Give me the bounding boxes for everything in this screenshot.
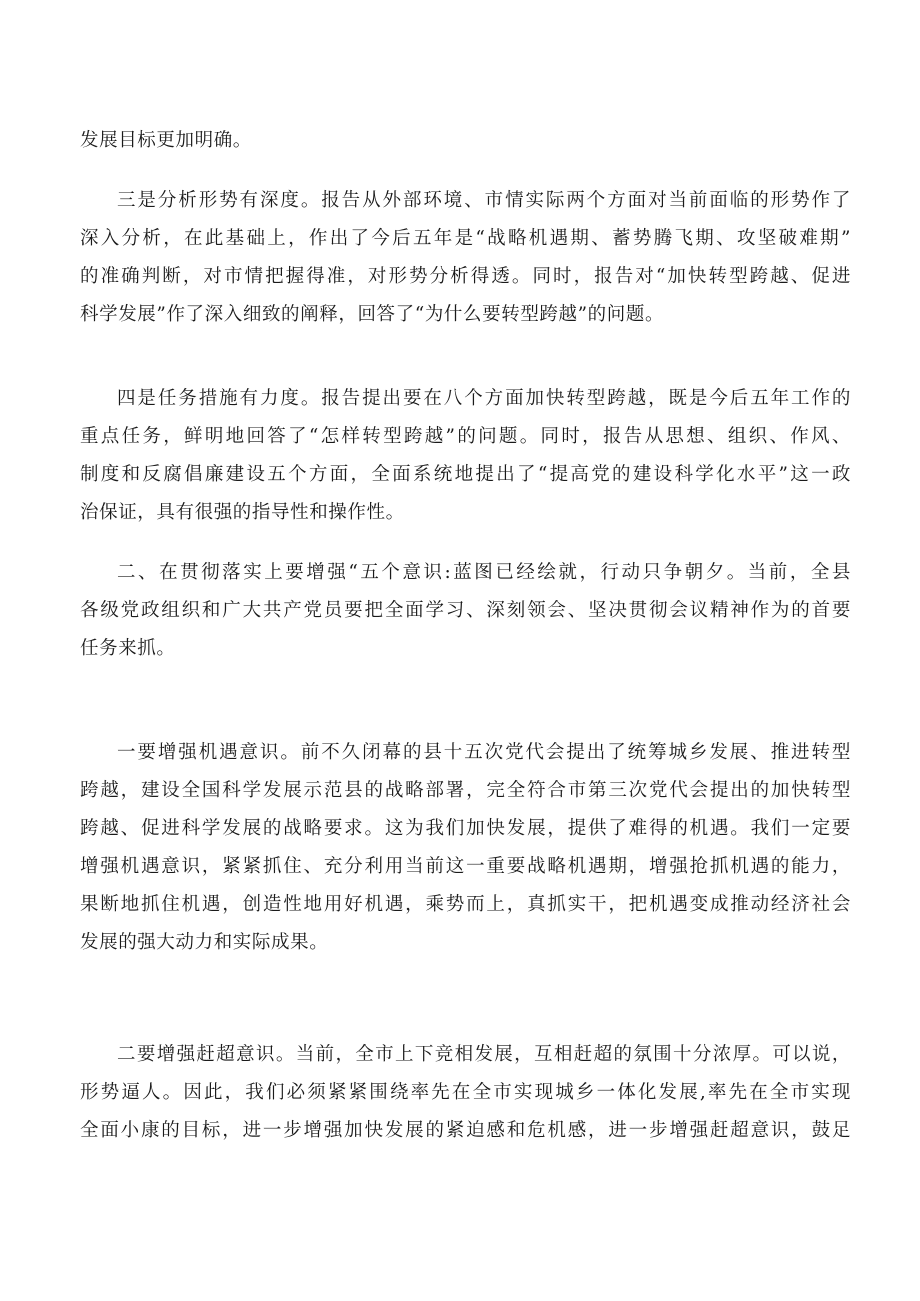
text-line: 跨越，建设全国科学发展示范县的战略部署，完全符合市第三次党代会提出的加快转型	[80, 780, 851, 801]
text-line: 二、在贯彻落实上要增强“五个意识:蓝图已经绘就，行动只争朝夕。当前，全县	[117, 562, 851, 583]
text-line: 增强机遇意识，紧紧抓住、充分利用当前这一重要战略机遇期，增强抢抓机遇的能力，	[80, 856, 851, 877]
text-line: 制度和反腐倡廉建设五个方面，全面系统地提出了“提高党的建设科学化水平”这一政	[80, 464, 851, 485]
text-line: 跨越、促进科学发展的战略要求。这为我们加快发展，提供了难得的机遇。我们一定要	[80, 818, 851, 839]
paragraph-catch-up-awareness	[80, 1036, 851, 1150]
paragraph-task-strength	[80, 380, 851, 532]
text-line: 果断地抓住机遇，创造性地用好机遇，乘势而上，真抓实干，把机遇变成推动经济社会	[80, 894, 851, 915]
text-line: 重点任务，鲜明地回答了“怎样转型跨越”的问题。同时，报告从思想、组织、作风、	[80, 426, 851, 447]
paragraph-opportunity-awareness	[80, 734, 851, 962]
text-line: 的准确判断，对市情把握得准，对形势分析得透。同时，报告对“加快转型跨越、促进	[80, 266, 851, 287]
text-line: 三是分析形势有深度。报告从外部环境、市情实际两个方面对当前面临的形势作了	[117, 190, 851, 211]
text-line: 任务来抓。	[80, 638, 176, 659]
text-line: 治保证，具有很强的指导性和操作性。	[80, 502, 405, 523]
text-line: 形势逼人。因此，我们必须紧紧围绕率先在全市实现城乡一体化发展,率先在全市实现	[80, 1082, 851, 1103]
text-line: 科学发展”作了深入细致的阐释，回答了“为什么要转型跨越”的问题。	[80, 304, 665, 325]
text-line: 深入分析，在此基础上，作出了今后五年是“战略机遇期、蓄势腾飞期、攻坚破难期”	[80, 228, 851, 249]
text-line: 各级党政组织和广大共产党员要把全面学习、深刻领会、坚决贯彻会议精神作为的首要	[80, 600, 851, 621]
text-line: 一要增强机遇意识。前不久闭幕的县十五次党代会提出了统筹城乡发展、推进转型	[117, 742, 851, 763]
text-line: 发展目标更加明确。	[80, 130, 252, 151]
text-line: 全面小康的目标，进一步增强加快发展的紧迫感和危机感，进一步增强赶超意识，鼓足	[80, 1120, 851, 1141]
paragraph-analysis-depth	[80, 182, 851, 334]
paragraph-five-awareness	[80, 554, 851, 668]
text-line: 二要增强赶超意识。当前，全市上下竞相发展，互相赶超的氛围十分浓厚。可以说，	[117, 1044, 851, 1065]
paragraph-1-ending	[80, 122, 851, 160]
text-line: 发展的强大动力和实际成果。	[80, 932, 329, 953]
text-line: 四是任务措施有力度。报告提出要在八个方面加快转型跨越，既是今后五年工作的	[117, 388, 851, 409]
